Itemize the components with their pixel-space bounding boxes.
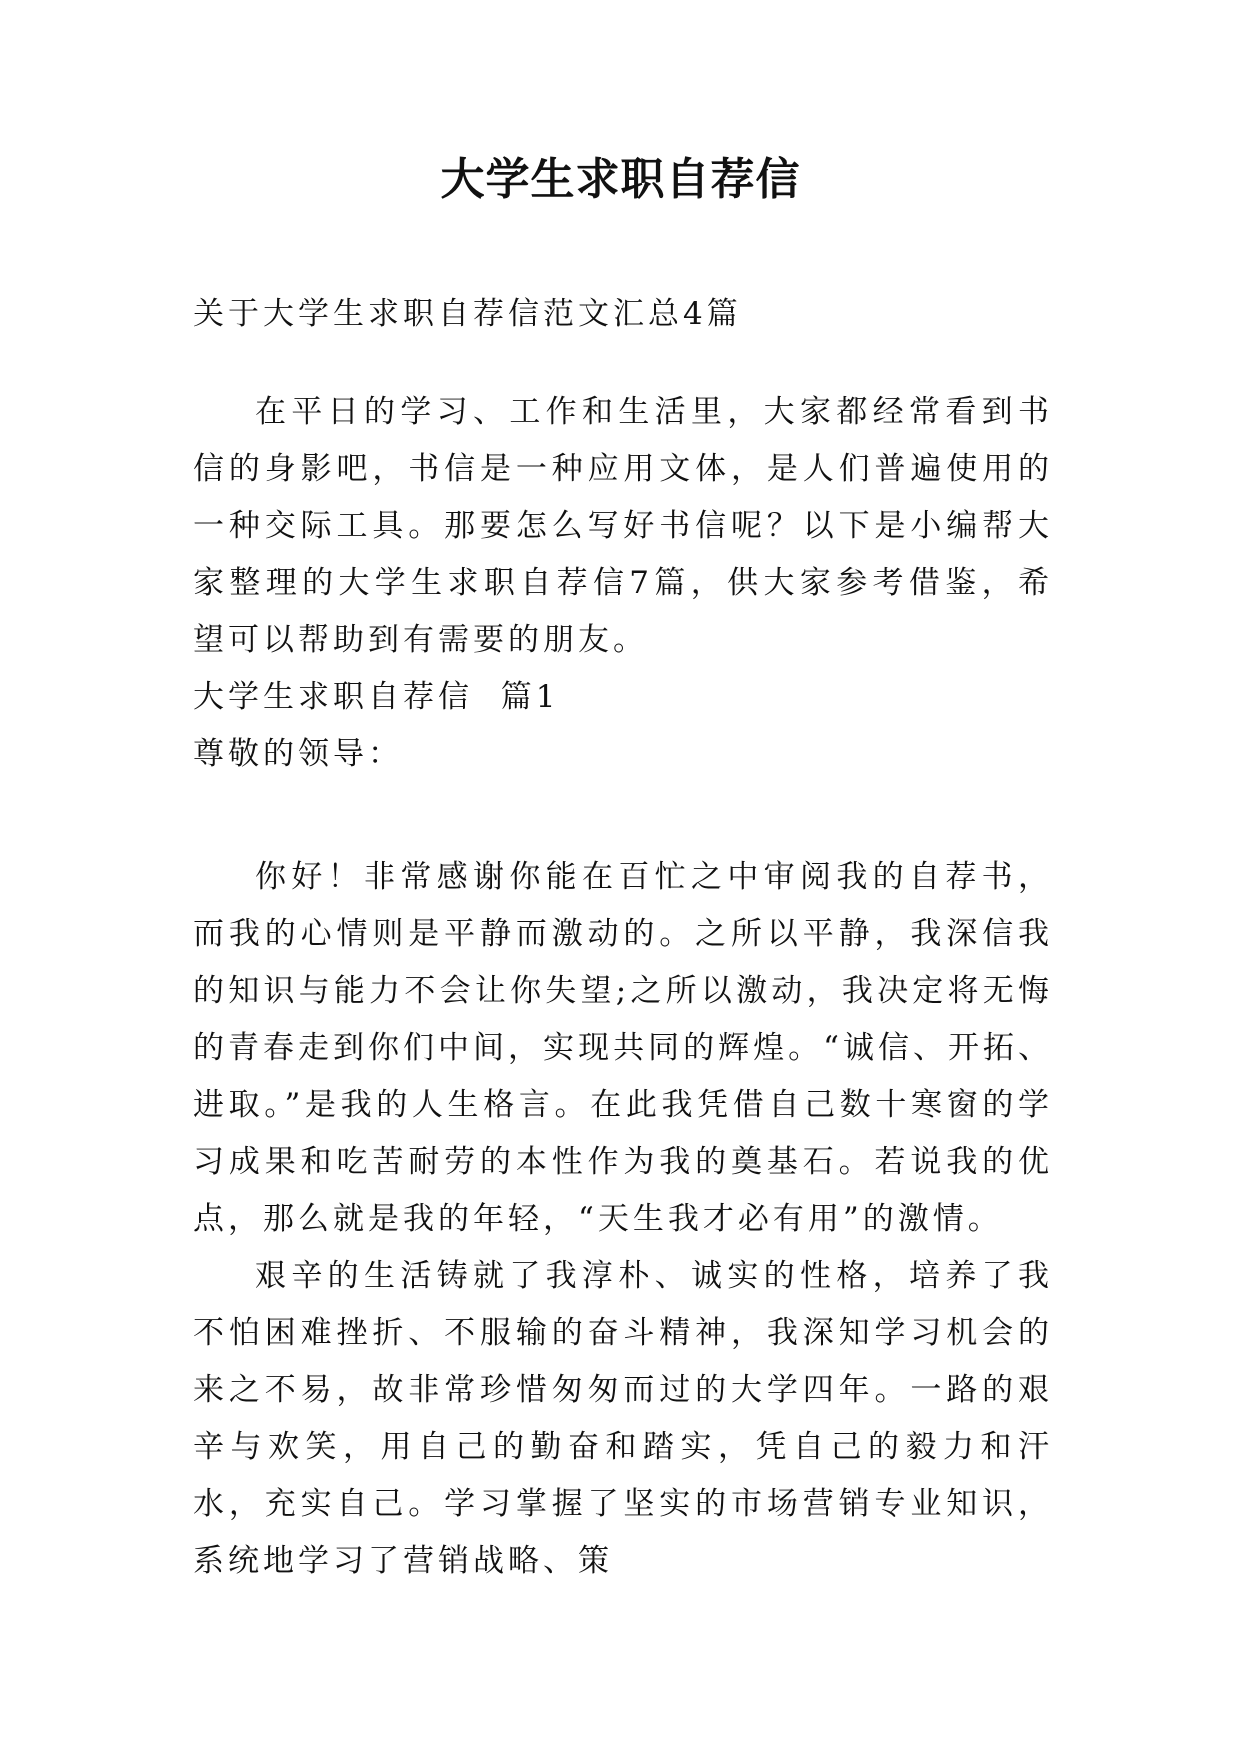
salutation: 尊敬的领导： xyxy=(193,736,403,772)
spacer xyxy=(193,783,1053,849)
document-subtitle: 关于大学生求职自荐信范文汇总4篇 xyxy=(193,296,742,332)
document-body xyxy=(193,286,1053,1590)
section-heading: 大学生求职自荐信 篇1 xyxy=(193,679,560,715)
spacer xyxy=(193,343,1053,384)
intro-paragraph: 在平日的学习、工作和生活里，大家都经常看到书信的身影吧，书信是一种应用文体，是人们普遍使用的一种交际工具。那要怎么写好书信呢？以下是小编帮大家整理的大学生求职自荐信7篇，供大家参考借鉴，希望可以帮助到有需要的朋友。 xyxy=(193,394,1053,658)
body-paragraph-2: 艰辛的生活铸就了我淳朴、诚实的性格，培养了我不怕困难挫折、不服输的奋斗精神，我深知学习机会的来之不易，故非常珍惜匆匆而过的大学四年。一路的艰辛与欢笑，用自己的勤奋和踏实，凭自己的毅力和汗水，充实自己。学习掌握了坚实的市场营销专业知识，系统地学习了营销战略、策 xyxy=(193,1258,1053,1579)
body-paragraph-1: 你好！非常感谢你能在百忙之中审阅我的自荐书，而我的心情则是平静而激动的。之所以平静，我深信我的知识与能力不会让你失望;之所以激动，我决定将无悔的青春走到你们中间，实现共同的辉煌。“诚信、开拓、进取。”是我的人生格言。在此我凭借自己数十寒窗的学习成果和吃苦耐劳的本性作为我的奠基石。若说我的优点，那么就是我的年轻，“天生我才必有用”的激情。 xyxy=(193,859,1053,1237)
document-title: 大学生求职自荐信 xyxy=(440,154,801,205)
